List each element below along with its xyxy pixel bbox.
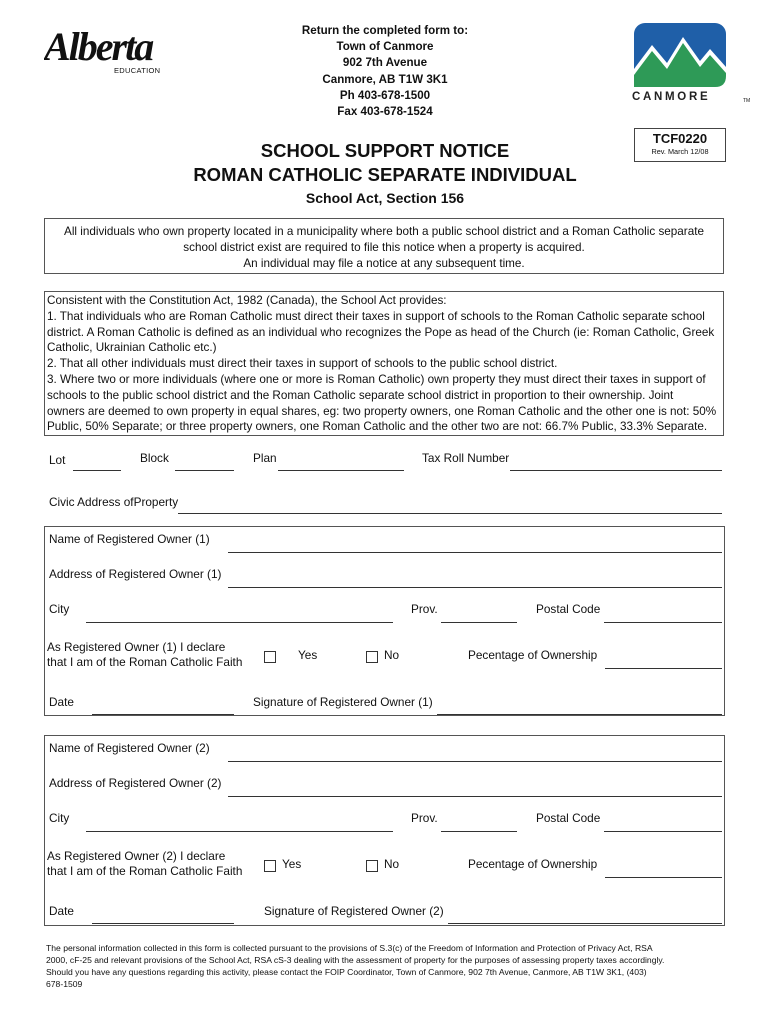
intro-line: All individuals who own property located in a municipality where both a public school district and a Roman Catholic separate bbox=[64, 225, 704, 238]
owner-2-address-field[interactable] bbox=[228, 796, 722, 797]
owner-2-no-checkbox[interactable] bbox=[366, 860, 378, 872]
owner-1-city-field[interactable] bbox=[86, 622, 393, 623]
intro-line: An individual may file a notice at any subsequent time. bbox=[243, 257, 525, 270]
return-line: 902 7th Avenue bbox=[342, 56, 428, 70]
return-line: Fax 403-678-1524 bbox=[337, 105, 433, 119]
lot-label: Lot bbox=[49, 453, 66, 467]
civic-address-field[interactable] bbox=[178, 513, 722, 514]
owner-1-no-checkbox[interactable] bbox=[366, 651, 378, 663]
footer-line: The personal information collected in this form is collected pursuant to the provisions of S.3(c) of the Freedom of Information and Protection of Privacy Act, RSA bbox=[46, 943, 653, 953]
owner-2-yes-checkbox[interactable] bbox=[264, 860, 276, 872]
alberta-logo bbox=[44, 22, 162, 84]
plan-field[interactable] bbox=[278, 470, 404, 471]
owner-1-declare-label: As Registered Owner (1) I declare bbox=[47, 640, 226, 654]
civic-address-label: Civic Address ofProperty bbox=[49, 495, 179, 509]
block-label: Block bbox=[140, 451, 169, 465]
intro-line: school district exist are required to file this notice when a property is acquired. bbox=[183, 241, 585, 254]
constitution-line: 3. Where two or more individuals (where one or more is Roman Catholic) own property they must direct their taxes in support of bbox=[47, 372, 706, 386]
owner-2-name-field[interactable] bbox=[228, 761, 722, 762]
form-code: TCF0220 bbox=[652, 131, 708, 146]
tax-roll-field[interactable] bbox=[510, 470, 722, 471]
owner-1-postal-field[interactable] bbox=[604, 622, 722, 623]
return-line: Canmore, AB T1W 3K1 bbox=[322, 72, 448, 86]
constitution-line: Public, 50% Separate; or three property owners, one Roman Catholic and the other two are not: 66.7% Public, 33.3% Separate. bbox=[47, 420, 708, 434]
owner-1-name-field[interactable] bbox=[228, 552, 722, 553]
owner-2-date-label: Date bbox=[49, 904, 74, 918]
constitution-line: schools to the public school district and the Roman Catholic separate school district in proportion to their ownership. Joint bbox=[47, 388, 674, 402]
constitution-line: Consistent with the Constitution Act, 1982 (Canada), the School Act provides: bbox=[47, 294, 447, 307]
owner-2-no-label: No bbox=[384, 857, 400, 871]
owner-1-city-label: City bbox=[49, 602, 70, 616]
form-code-box bbox=[634, 128, 726, 162]
owner-1-address-label: Address of Registered Owner (1) bbox=[49, 567, 222, 581]
owner-1-ownership-label: Pecentage of Ownership bbox=[468, 648, 598, 662]
constitution-box bbox=[44, 291, 724, 436]
owner-2-name-label: Name of Registered Owner (2) bbox=[49, 741, 210, 755]
footer-line: Should you have any questions regarding this activity, please contact the FOIP Coordinator, Town of Canmore, 902 7th Avenue, Canmore, AB T1W 3K1, (403) bbox=[46, 967, 647, 977]
tax-roll-label: Tax Roll Number bbox=[422, 451, 510, 465]
page-title: SCHOOL SUPPORT NOTICE bbox=[260, 140, 510, 161]
owner-2-signature-field[interactable] bbox=[448, 923, 722, 924]
owner-1-signature-field[interactable] bbox=[437, 714, 722, 715]
owner-2-city-field[interactable] bbox=[86, 831, 393, 832]
owner-1-date-label: Date bbox=[49, 695, 74, 709]
owner-1-postal-label: Postal Code bbox=[536, 602, 601, 616]
page-subtitle: ROMAN CATHOLIC SEPARATE INDIVIDUAL bbox=[193, 164, 577, 185]
constitution-line: Catholic, Ukrainian Catholic etc.) bbox=[47, 341, 217, 355]
statute-reference: School Act, Section 156 bbox=[305, 190, 465, 206]
owner-2-yes-label: Yes bbox=[282, 857, 302, 871]
owner-1-declare-label-2: that I am of the Roman Catholic Faith bbox=[47, 655, 243, 669]
constitution-line: 1. That individuals who are Roman Catholic must direct their taxes in support of schools to the Roman Catholic separate school bbox=[47, 309, 705, 323]
owner-1-yes-checkbox[interactable] bbox=[264, 651, 276, 663]
return-line: Town of Canmore bbox=[336, 40, 434, 54]
owner-2-address-label: Address of Registered Owner (2) bbox=[49, 776, 222, 790]
alberta-education-label: EDUCATION bbox=[114, 66, 161, 75]
intro-notice-box bbox=[44, 218, 724, 274]
owner-2-prov-label: Prov. bbox=[411, 811, 438, 825]
block-field[interactable] bbox=[175, 470, 234, 471]
owner-1-signature-label: Signature of Registered Owner (1) bbox=[253, 695, 433, 709]
owner-1-ownership-field[interactable] bbox=[605, 668, 722, 669]
owner-2-signature-label: Signature of Registered Owner (2) bbox=[264, 904, 444, 918]
owner-2-declare-label: As Registered Owner (2) I declare bbox=[47, 849, 226, 863]
owner-1-no-label: No bbox=[384, 648, 400, 662]
canmore-mountain-icon bbox=[634, 23, 726, 87]
return-line: Return the completed form to: bbox=[301, 24, 469, 37]
owner-1-prov-label: Prov. bbox=[411, 602, 438, 616]
owner-2-declare-label-2: that I am of the Roman Catholic Faith bbox=[47, 864, 243, 878]
owner-2-prov-field[interactable] bbox=[441, 831, 517, 832]
owner-2-date-field[interactable] bbox=[92, 923, 234, 924]
owner-1-address-field[interactable] bbox=[228, 587, 722, 588]
lot-field[interactable] bbox=[73, 470, 121, 471]
owner-1-date-field[interactable] bbox=[92, 714, 234, 715]
owner-2-ownership-field[interactable] bbox=[605, 877, 722, 878]
owner-2-ownership-label: Pecentage of Ownership bbox=[468, 857, 598, 871]
alberta-wordmark-icon bbox=[44, 22, 162, 66]
canmore-wordmark: CANMORE bbox=[632, 91, 711, 103]
form-revision: Rev. March 12/08 bbox=[651, 147, 709, 156]
privacy-footer bbox=[46, 942, 726, 990]
owner-1-prov-field[interactable] bbox=[441, 622, 517, 623]
owner-2-postal-field[interactable] bbox=[604, 831, 722, 832]
owner-1-section bbox=[44, 526, 725, 716]
constitution-line: 2. That all other individuals must direct their taxes in support of schools to the public school district. bbox=[47, 357, 558, 371]
owner-2-postal-label: Postal Code bbox=[536, 811, 601, 825]
return-line: Ph 403-678-1500 bbox=[339, 88, 431, 102]
owner-2-city-label: City bbox=[49, 811, 70, 825]
plan-label: Plan bbox=[253, 451, 277, 465]
owner-1-yes-label: Yes bbox=[298, 648, 318, 662]
return-address bbox=[270, 23, 500, 120]
footer-line: 2000, cF-25 and relevant provisions of the School Act, RSA cS-3 dealing with the assessment of property for the purposes of assessing property taxes accordingly. bbox=[46, 955, 665, 965]
canmore-trademark: TM bbox=[743, 98, 751, 104]
footer-line: 678-1509 bbox=[46, 979, 83, 989]
constitution-line: owners are deemed to own property in equal shares, eg: two property owners, one Roman Catholic and the other one is not: 50% bbox=[47, 404, 717, 418]
alberta-wordmark: Alberta bbox=[44, 24, 153, 66]
owner-1-name-label: Name of Registered Owner (1) bbox=[49, 532, 210, 546]
constitution-line: district. A Roman Catholic is defined as an individual who recognizes the Pope as head of the Church (ie: Roman Catholic, Greek bbox=[47, 325, 715, 339]
